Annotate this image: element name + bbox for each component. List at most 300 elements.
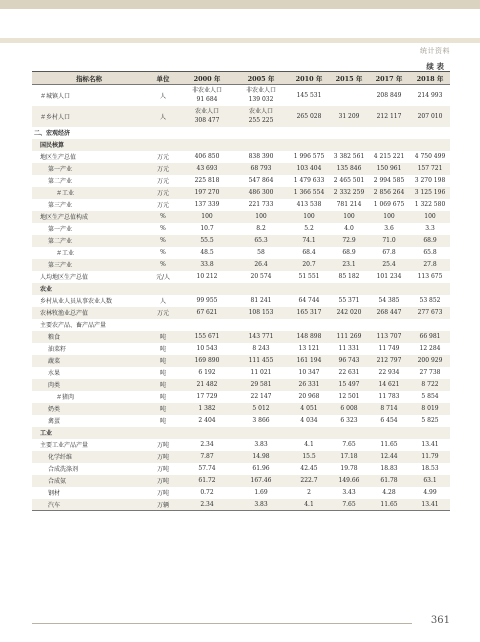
- value-cell: 42.45: [300, 465, 318, 472]
- indicator-name: 农业: [32, 283, 146, 295]
- indicator-name: 粮食: [32, 331, 146, 343]
- value-cell: 48.5: [200, 249, 214, 256]
- value-cell: 0.72: [200, 489, 214, 496]
- value-cell: 2.34: [180, 499, 234, 511]
- table-row: [32, 223, 450, 235]
- value-cell: 10 543: [196, 345, 218, 352]
- unit-cell: 万元: [156, 178, 169, 185]
- value-cell: 11 783: [378, 393, 400, 400]
- unit-cell: 吨: [159, 394, 166, 401]
- value-cell: 66 981: [410, 331, 450, 343]
- value-cell: [180, 427, 234, 439]
- value-cell: 161 194: [288, 355, 330, 367]
- table-row: [32, 463, 450, 475]
- unit-cell: [146, 319, 180, 331]
- value-cell: 6 454: [380, 417, 398, 424]
- unit-cell: 元/人: [155, 274, 171, 281]
- value-cell: 99 955: [196, 297, 218, 304]
- value-cell: 169 890: [180, 355, 234, 367]
- value-cell: 2.34: [200, 441, 214, 448]
- indicator-name: 乡村从业人员从事农业人数: [40, 298, 113, 305]
- value-cell: 103 404: [288, 163, 330, 175]
- value-cell: 65.8: [423, 249, 437, 256]
- unit-cell: [146, 427, 180, 439]
- value-cell: 7.65: [330, 499, 368, 511]
- table-row: [32, 499, 450, 511]
- value-cell: 11 331: [338, 345, 360, 352]
- value-cell: 135 846: [330, 163, 368, 175]
- value-cell: 67 621: [180, 307, 234, 319]
- value-cell: 25.4: [368, 259, 410, 271]
- value-cell: [288, 319, 330, 331]
- indicator-name: 二、宏观经济: [34, 130, 71, 137]
- indicator-name: ＃猪肉: [56, 394, 75, 401]
- indicator-name: 合成洗涤剂: [48, 466, 79, 473]
- value-cell: 4 215 221: [373, 153, 405, 160]
- indicator-name: 化学纤维: [32, 451, 146, 463]
- value-cell: 268 447: [368, 307, 410, 319]
- value-line: 非农业人口: [191, 87, 222, 95]
- value-cell: 68 793: [234, 163, 288, 175]
- indicator-name: 禽蛋: [48, 418, 61, 425]
- value-cell: 8.2: [256, 225, 266, 232]
- value-cell: 100: [180, 211, 234, 223]
- value-cell: 12 284: [419, 345, 441, 352]
- value-cell: 4.28: [382, 489, 396, 496]
- value-cell: 3.43: [342, 489, 356, 496]
- value-cell: 64 744: [298, 297, 320, 304]
- indicator-name: 水果: [48, 370, 61, 377]
- indicator-name: 第二产业: [48, 178, 73, 185]
- value-cell: 31 209: [330, 106, 368, 127]
- value-cell: 12.44: [368, 451, 410, 463]
- value-cell: 8 019: [410, 403, 450, 415]
- header-band: [0, 38, 480, 43]
- value-cell: 68.4: [302, 249, 316, 256]
- indicator-name: 地区生产总值构成: [32, 211, 146, 223]
- value-cell: 11 021: [250, 369, 272, 376]
- statistics-table: [32, 71, 450, 511]
- column-header: 指标名称: [32, 72, 146, 85]
- value-cell: 547 864: [248, 177, 274, 184]
- value-cell: [368, 427, 410, 439]
- value-cell: 242 020: [330, 307, 368, 319]
- value-cell: 13 121: [298, 345, 320, 352]
- value-cell: 212 117: [368, 106, 410, 127]
- table-row: [32, 175, 450, 187]
- value-cell: 20 968: [298, 393, 320, 400]
- table-row: [32, 415, 450, 427]
- value-cell: [234, 127, 288, 139]
- value-cell: 5 854: [421, 393, 439, 400]
- value-cell: 148 898: [288, 331, 330, 343]
- table-row: [32, 271, 450, 283]
- value-cell: 100: [368, 211, 410, 223]
- value-cell: 15 497: [330, 379, 368, 391]
- value-cell: 113 675: [417, 273, 443, 280]
- unit-cell: 人: [159, 298, 166, 305]
- value-cell: [368, 127, 410, 139]
- value-cell: [410, 139, 450, 151]
- value-cell: 137 339: [194, 201, 220, 208]
- unit-cell: %: [146, 235, 180, 247]
- value-cell: 96 743: [330, 355, 368, 367]
- value-cell: 11.79: [410, 451, 450, 463]
- value-cell: [288, 127, 330, 139]
- value-cell: [330, 427, 368, 439]
- unit-cell: 吨: [159, 370, 166, 377]
- value-cell: 265 028: [288, 106, 330, 127]
- indicator-name: 汽车: [32, 499, 146, 511]
- table-row: [32, 475, 450, 487]
- value-cell: [180, 127, 234, 139]
- table-row: [32, 319, 450, 331]
- table-row: [32, 343, 450, 355]
- value-cell: 29 581: [234, 379, 288, 391]
- indicator-name: ＃工业: [32, 187, 146, 199]
- table-row: [32, 331, 450, 343]
- value-cell: 53 852: [419, 297, 441, 304]
- value-cell: 5 825: [421, 417, 439, 424]
- value-cell: 208 849: [376, 91, 402, 99]
- value-cell: [234, 283, 288, 295]
- value-cell: 15.5: [288, 451, 330, 463]
- column-header: 2005 年: [234, 72, 288, 85]
- value-cell: 149.66: [330, 475, 368, 487]
- unit-cell: [146, 127, 180, 139]
- value-cell: 21 482: [180, 379, 234, 391]
- value-cell: 71.0: [368, 235, 410, 247]
- indicator-name: 农林牧渔业总产值: [32, 307, 146, 319]
- table-row: [32, 403, 450, 415]
- value-cell: 100: [330, 211, 368, 223]
- unit-cell: 万吨: [156, 466, 169, 473]
- value-cell: [330, 127, 368, 139]
- value-cell: 214 993: [417, 91, 443, 99]
- value-cell: 81 241: [250, 297, 272, 304]
- value-cell: 100: [410, 211, 450, 223]
- table-row: [32, 391, 450, 403]
- value-cell: 2 465 501: [333, 177, 365, 184]
- unit-cell: 吨: [159, 418, 166, 425]
- column-header: 2017 年: [368, 72, 410, 85]
- value-cell: 111 269: [330, 331, 368, 343]
- table-row: [32, 379, 450, 391]
- value-cell: [368, 139, 410, 151]
- value-cell: 3.6: [384, 225, 394, 232]
- value-cell: 4 750 499: [414, 153, 446, 160]
- value-cell: [368, 319, 410, 331]
- value-cell: 72.9: [330, 235, 368, 247]
- unit-cell: %: [160, 225, 166, 232]
- value-cell: 43 693: [180, 163, 234, 175]
- value-cell: [234, 106, 288, 127]
- value-cell: 2 404: [198, 417, 216, 424]
- unit-cell: %: [146, 259, 180, 271]
- value-cell: 4.99: [423, 489, 437, 496]
- value-cell: 4.0: [344, 225, 354, 232]
- column-header: 单位: [146, 72, 180, 85]
- value-cell: 74.1: [288, 235, 330, 247]
- value-cell: 100: [234, 211, 288, 223]
- unit-cell: %: [146, 211, 180, 223]
- value-cell: 4 034: [300, 417, 318, 424]
- value-cell: [180, 85, 234, 106]
- value-cell: 68.9: [342, 249, 356, 256]
- table-row: [32, 367, 450, 379]
- value-line: 农业人口: [194, 108, 219, 115]
- value-cell: 212 797: [368, 355, 410, 367]
- indicator-name: 蔬菜: [32, 355, 146, 367]
- value-cell: [410, 319, 450, 331]
- indicator-name: 第三产业: [32, 259, 146, 271]
- unit-cell: 万元: [146, 163, 180, 175]
- table-header-row: [32, 72, 450, 85]
- value-cell: 406 850: [194, 153, 220, 160]
- value-cell: 26 331: [288, 379, 330, 391]
- footer-rule: [32, 623, 412, 624]
- value-cell: 1 366 554: [288, 187, 330, 199]
- value-cell: 22 631: [338, 369, 360, 376]
- value-line: 91 684: [196, 96, 218, 104]
- value-cell: [330, 319, 368, 331]
- value-cell: 3.3: [425, 225, 435, 232]
- unit-cell: %: [160, 249, 166, 256]
- table-row: [32, 151, 450, 163]
- table-row: [32, 427, 450, 439]
- value-cell: 65.3: [234, 235, 288, 247]
- table-row: [32, 259, 450, 271]
- value-cell: 150 961: [368, 163, 410, 175]
- value-cell: 8 722: [410, 379, 450, 391]
- indicator-name: 第二产业: [32, 235, 146, 247]
- value-cell: [180, 283, 234, 295]
- value-line: 255 225: [248, 117, 274, 124]
- value-cell: 11 749: [378, 345, 400, 352]
- value-cell: 17.18: [330, 451, 368, 463]
- value-cell: 55.5: [180, 235, 234, 247]
- indicator-name: 第一产业: [32, 163, 146, 175]
- indicator-name: 第一产业: [48, 226, 73, 233]
- value-cell: [180, 319, 234, 331]
- value-cell: [180, 139, 234, 151]
- indicator-name: 工业: [32, 427, 146, 439]
- value-cell: 838 390: [248, 153, 274, 160]
- value-cell: 1.69: [254, 489, 268, 496]
- value-cell: 10 347: [298, 369, 320, 376]
- value-cell: 14 621: [368, 379, 410, 391]
- unit-cell: 万吨: [156, 490, 169, 497]
- table-row: [32, 139, 450, 151]
- table-row: [32, 355, 450, 367]
- unit-cell: [146, 283, 180, 295]
- value-cell: [234, 85, 288, 106]
- value-cell: 2 856 264: [368, 187, 410, 199]
- value-line: 139 032: [248, 96, 274, 104]
- unit-cell: 万元: [156, 154, 169, 161]
- unit-cell: 万元: [146, 307, 180, 319]
- continued-label: 续 表: [426, 62, 444, 71]
- top-decorative-strip: [0, 0, 480, 9]
- indicator-name: 主要工业产品产量: [40, 442, 89, 449]
- unit-cell: 万辆: [146, 499, 180, 511]
- value-cell: 197 270: [180, 187, 234, 199]
- value-cell: [330, 85, 368, 106]
- value-cell: 2: [307, 489, 311, 496]
- value-cell: 11.65: [380, 441, 398, 448]
- section-label: 统计资料: [420, 47, 450, 55]
- column-header: 2000 年: [180, 72, 234, 85]
- value-cell: 18.53: [421, 465, 439, 472]
- column-header: 2018 年: [410, 72, 450, 85]
- value-cell: 1 382: [180, 403, 234, 415]
- value-cell: 5 012: [234, 403, 288, 415]
- value-cell: [288, 283, 330, 295]
- value-cell: 27 738: [419, 369, 441, 376]
- value-cell: 7.65: [342, 441, 356, 448]
- value-cell: [330, 139, 368, 151]
- value-cell: 145 531: [296, 91, 322, 99]
- value-cell: 14.98: [234, 451, 288, 463]
- value-cell: 1 996 575: [293, 153, 325, 160]
- indicator-name: 地区生产总值: [40, 154, 77, 161]
- value-cell: 57.74: [198, 465, 216, 472]
- value-cell: 200 929: [410, 355, 450, 367]
- value-cell: 17 729: [196, 393, 218, 400]
- value-line: 非农业人口: [245, 87, 276, 95]
- table-row: [32, 106, 450, 127]
- value-cell: 486 300: [234, 187, 288, 199]
- indicator-name: 主要农产品、畜产品产量: [40, 322, 107, 329]
- unit-cell: 万吨: [146, 451, 180, 463]
- value-cell: 781 214: [336, 201, 362, 208]
- value-cell: 61.72: [180, 475, 234, 487]
- value-cell: 61.96: [252, 465, 270, 472]
- value-cell: [330, 283, 368, 295]
- value-cell: 222.7: [288, 475, 330, 487]
- value-cell: 143 771: [234, 331, 288, 343]
- value-line: 农业人口: [248, 108, 273, 115]
- value-cell: 3 866: [252, 417, 270, 424]
- indicator-name: 油菜籽: [48, 346, 67, 353]
- unit-cell: 吨: [159, 346, 166, 353]
- unit-cell: 吨: [146, 355, 180, 367]
- value-cell: 3 382 561: [333, 153, 365, 160]
- table-row: [32, 127, 450, 139]
- value-cell: 5.2: [304, 225, 314, 232]
- value-cell: 2 994 585: [373, 177, 405, 184]
- unit-cell: 人: [146, 106, 180, 127]
- value-cell: [234, 427, 288, 439]
- value-cell: 61.78: [368, 475, 410, 487]
- value-cell: [410, 127, 450, 139]
- value-cell: 207 010: [410, 106, 450, 127]
- value-cell: 58: [257, 249, 265, 256]
- value-cell: 23.1: [330, 259, 368, 271]
- value-cell: 6 323: [340, 417, 358, 424]
- value-cell: 108 153: [234, 307, 288, 319]
- value-cell: [410, 283, 450, 295]
- value-cell: 6 192: [198, 369, 216, 376]
- indicator-name: 肉类: [32, 379, 146, 391]
- value-cell: 51 551: [298, 273, 320, 280]
- column-header: 2010 年: [288, 72, 330, 85]
- value-cell: 63.1: [410, 475, 450, 487]
- value-cell: 8 243: [252, 345, 270, 352]
- value-cell: [288, 139, 330, 151]
- value-cell: 19.78: [340, 465, 358, 472]
- value-cell: 68.9: [410, 235, 450, 247]
- page-number: 361: [430, 615, 450, 626]
- value-cell: 3 125 196: [410, 187, 450, 199]
- indicator-name: ＃乡村人口: [32, 106, 146, 127]
- value-cell: 1 069 675: [373, 201, 405, 208]
- value-cell: [180, 106, 234, 127]
- value-cell: 2 332 259: [330, 187, 368, 199]
- table-row: [32, 487, 450, 499]
- value-cell: 67.8: [382, 249, 396, 256]
- table-row: [32, 283, 450, 295]
- indicator-name: 人均地区生产总值: [40, 274, 89, 281]
- table-row: [32, 163, 450, 175]
- column-header: 2015 年: [330, 72, 368, 85]
- value-cell: 13.41: [421, 441, 439, 448]
- value-cell: [368, 283, 410, 295]
- value-cell: 100: [288, 211, 330, 223]
- value-cell: 3.83: [254, 441, 268, 448]
- indicator-name: 第三产业: [48, 202, 73, 209]
- unit-cell: 吨: [146, 379, 180, 391]
- value-cell: 22 147: [250, 393, 272, 400]
- table-row: [32, 85, 450, 106]
- value-cell: 7.87: [180, 451, 234, 463]
- value-cell: 111 455: [234, 355, 288, 367]
- value-cell: [234, 139, 288, 151]
- value-cell: 165 317: [288, 307, 330, 319]
- value-cell: 13.41: [410, 499, 450, 511]
- table-row: [32, 199, 450, 211]
- value-cell: 4 051: [288, 403, 330, 415]
- value-cell: 3 270 198: [414, 177, 446, 184]
- indicator-name: 国民核算: [32, 139, 146, 151]
- indicator-name: ＃工业: [56, 250, 75, 257]
- value-cell: 277 673: [410, 307, 450, 319]
- table-row: [32, 307, 450, 319]
- value-cell: 4.1: [288, 499, 330, 511]
- unit-cell: 吨: [146, 403, 180, 415]
- indicator-name: 奶类: [32, 403, 146, 415]
- value-cell: 10 212: [196, 273, 218, 280]
- value-cell: 1 322 580: [414, 201, 446, 208]
- indicator-name: ＃城镇人口: [40, 92, 71, 100]
- value-cell: 225 818: [194, 177, 220, 184]
- value-cell: 4.1: [304, 441, 314, 448]
- value-cell: 26.4: [234, 259, 288, 271]
- value-cell: 413 538: [296, 201, 322, 208]
- unit-cell: [146, 139, 180, 151]
- value-cell: 20.7: [288, 259, 330, 271]
- indicator-name: 钢材: [48, 490, 61, 497]
- value-cell: 22 934: [378, 369, 400, 376]
- value-cell: 85 182: [338, 273, 360, 280]
- value-cell: 155 671: [180, 331, 234, 343]
- value-cell: [288, 427, 330, 439]
- indicator-name: 合成氨: [32, 475, 146, 487]
- value-cell: 20 574: [250, 273, 272, 280]
- value-line: 308 477: [194, 117, 220, 124]
- value-cell: 55 371: [338, 297, 360, 304]
- value-cell: 101 234: [376, 273, 402, 280]
